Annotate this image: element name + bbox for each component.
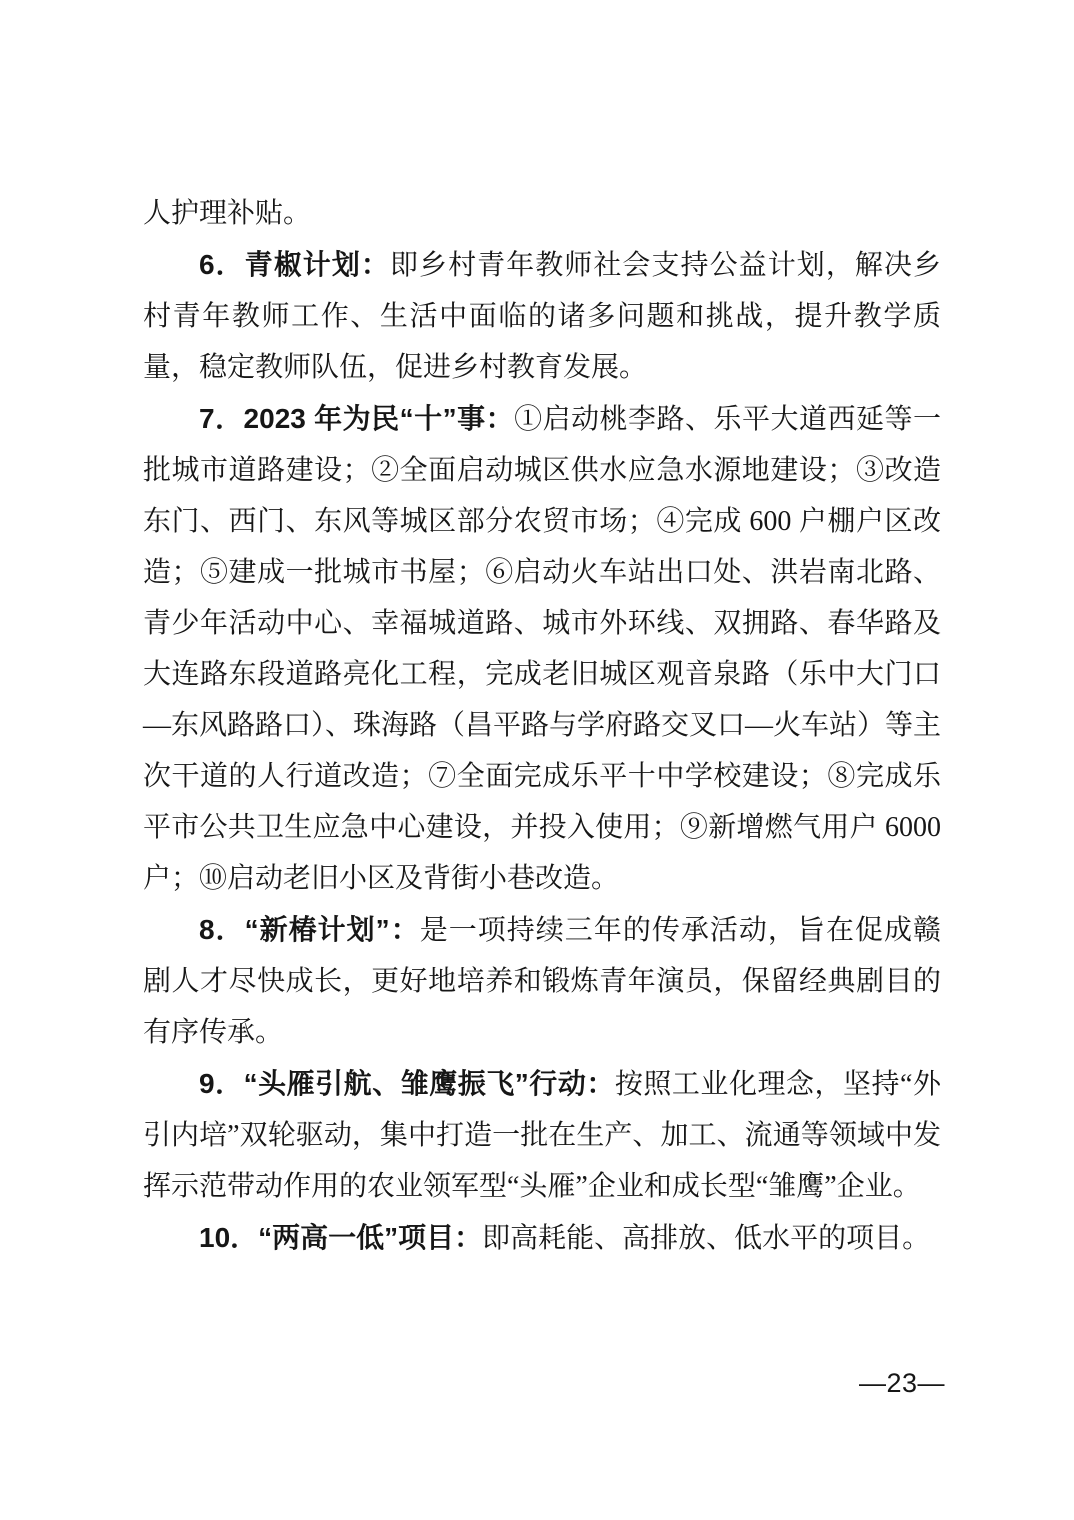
paragraph bbox=[143, 904, 941, 1058]
paragraph bbox=[143, 1212, 941, 1264]
paragraph-text: 按照工业化理念，坚持“外引内培”双轮驱动，集中打造一批在生产、加工、流通等领域中发挥示范带动作用的农业领军型“头雁”企业和成长型“雏鹰”企业。 bbox=[143, 1069, 942, 1202]
paragraph-text: 即乡村青年教师社会支持公益计划，解决乡村青年教师工作、生活中面临的诸多问题和挑战，提升教学质量，稳定教师队伍，促进乡村教育发展。 bbox=[143, 250, 941, 383]
term-heading: 6．青椒计划： bbox=[199, 249, 390, 280]
term-heading: 10．“两高一低”项目： bbox=[199, 1222, 483, 1253]
document-body bbox=[143, 188, 941, 1264]
paragraph-text: 人护理补贴。 bbox=[143, 198, 312, 229]
paragraph-text: 即高耗能、高排放、低水平的项目。 bbox=[482, 1223, 931, 1254]
paragraph bbox=[143, 239, 941, 393]
paragraph bbox=[143, 1058, 941, 1212]
term-heading: 8．“新椿计划”： bbox=[199, 914, 420, 945]
paragraph bbox=[143, 393, 941, 904]
paragraph-text: ①启动桃李路、乐平大道西延等一批城市道路建设；②全面启动城区供水应急水源地建设；③改造东门、西门、东风等城区部分农贸市场；④完成 600 户棚户区改造；⑤建成一批城市书屋；⑥启动火车站出口处、洪岩南北路、青少年活动中心、幸福城道路、城市外环线、双拥路、春华路及大连路东段道路亮化工程，完成老旧城区观音泉路（乐中大门口—东风路路口）、珠海路（昌平路与学府路交叉口—火车站）等主次干道的人行道改造；⑦全面完成乐平十中学校建设；⑧完成乐平市公共卫生应急中心建设，并投入使用；⑨新增燃气用户 6000 户；⑩启动老旧小区及背街小巷改造。 bbox=[143, 404, 942, 894]
page-number: —23— bbox=[858, 1368, 945, 1398]
term-heading: 7．2023 年为民“十”事： bbox=[199, 403, 515, 434]
paragraph bbox=[143, 188, 941, 239]
term-heading: 9．“头雁引航、雏鹰振飞”行动： bbox=[199, 1068, 615, 1099]
paragraph-text: 是一项持续三年的传承活动，旨在促成赣剧人才尽快成长，更好地培养和锻炼青年演员，保留经典剧目的有序传承。 bbox=[143, 915, 941, 1048]
